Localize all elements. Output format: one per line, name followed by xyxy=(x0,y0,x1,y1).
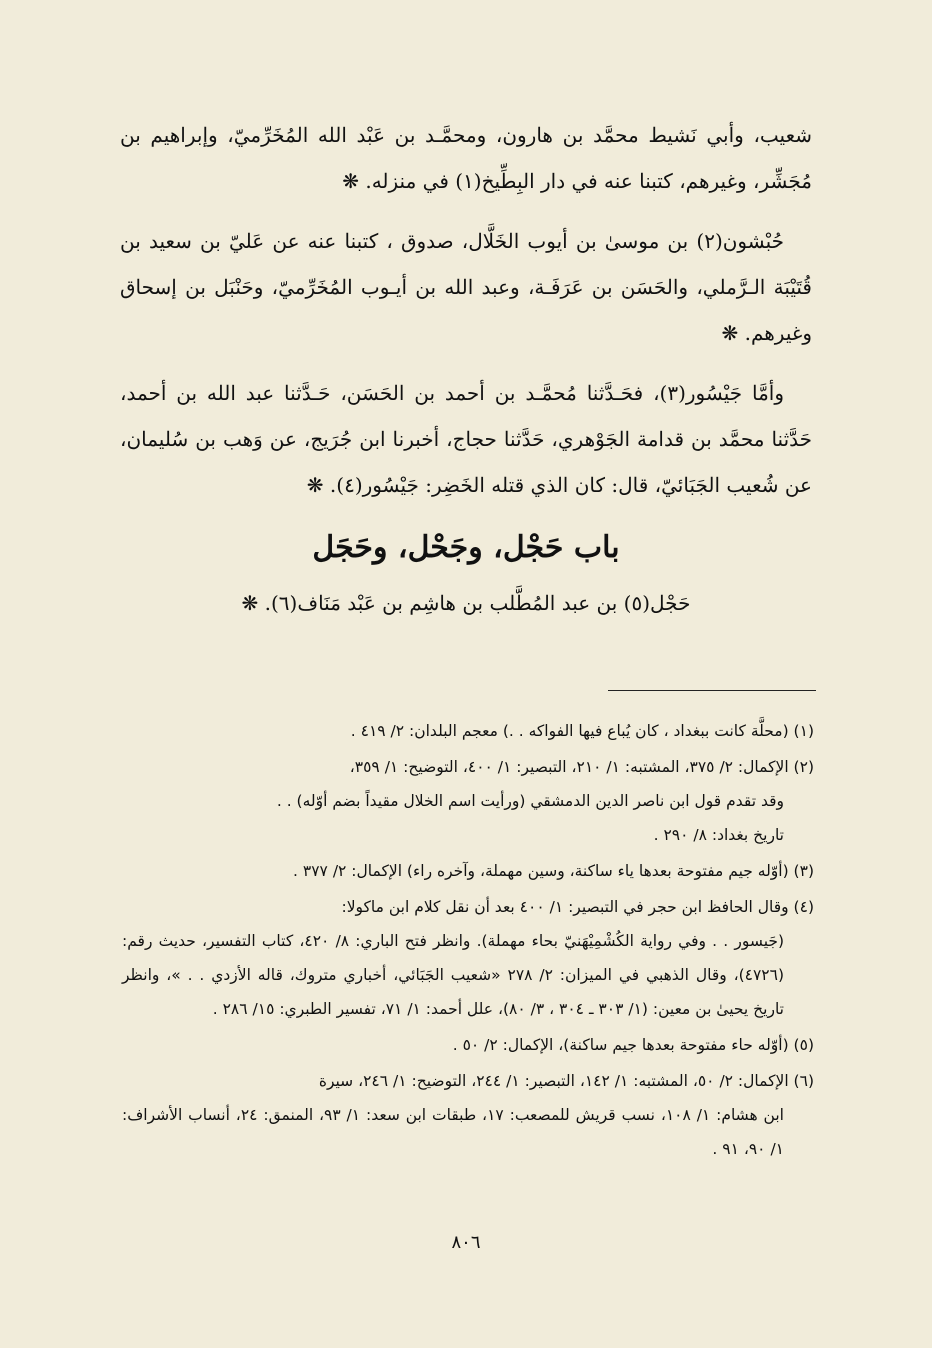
footnote-4-line-1: (٤) وقال الحافظ ابن حجر في التبصير: ١/ ٤٠٠ بعد أن نقل كلام ابن ماكولا: xyxy=(341,898,814,916)
footnotes xyxy=(122,714,814,1168)
footnote-3: (٣) (أوّله جيم مفتوحة بعدها ياء ساكنة، وسين مهملة، وآخره راء) الإكمال: ٢/ ٣٧٧ . xyxy=(293,862,814,880)
footnote-4-continuation: (جَيسور . . وفي رواية الكُشْمِيْهَنيّ بحاء مهملة). وانظر فتح الباري: ٨/ ٤٢٠، كتاب التفسير، حديث رقم: (٤٧٢٦)، وقال الذهبي في الميزان: ٢/ ٢٧٨ «شعيب الجَبَائي، أخباري متروك، قاله الأزدي . . »، وانظر تاريخ يحيىٰ بن معين: (١/ ٣٠٣ ـ ٣٠٤ ، ٣/ ٨٠)، علل أحمد: ١/ ٧١، تفسير الطبري: ١٥/ ٢٨٦ . xyxy=(122,932,785,1018)
footnote-5: (٥) (أوّله حاء مفتوحة بعدها جيم ساكنة)، الإكمال: ٢/ ٥٠ . xyxy=(452,1036,814,1054)
page-number: ٨٠٦ xyxy=(451,1232,481,1253)
footnote-2-line-2: وقد تقدم قول ابن ناصر الدين الدمشقي (ورأيت اسم الخلال مقيداً بضم أوّله) . . xyxy=(276,792,784,810)
footnote-1: (١) (محلَّة كانت ببغداد ، كان يُباع فيها الفواكه . .) معجم البلدان: ٢/ ٤١٩ . xyxy=(350,722,814,740)
paragraph-2: حُبْشون(٢) بن موسىٰ بن أيوب الخَلَّال، صدوق ، كتبنا عنه عن عَليّ بن سعيد بن قُتَيْبَة الـرَّملي، والحَسَن بن عَرَفَـة، وعبد الله بن أيـوب المُخَرِّميّ، وحَنْبَل بن إسحاق وغيرهم. ❋ xyxy=(120,229,812,345)
main-text xyxy=(120,112,812,626)
footnote-4 xyxy=(122,890,814,1026)
footnote-2 xyxy=(122,750,814,852)
section-heading: باب حَجْل، وجَحْل، وحَجَل xyxy=(312,530,620,565)
footnote-2-line-1: (٢) الإكمال: ٢/ ٣٧٥، المشتبه: ١/ ٢١٠، التبصير: ١/ ٤٠٠، التوضيح: ١/ ٣٥٩، xyxy=(349,758,814,776)
paragraph-1: شعيب، وأبي نَشيط محمَّد بن هارون، ومحمَّـد بن عَبْد الله المُخَرِّميّ، وإبراهيم بن مُجَشِّر، وغيرهم، كتبنا عنه في دار البِطِّيخ(١) في منزله. ❋ xyxy=(120,123,812,193)
footnote-6 xyxy=(122,1064,814,1166)
paragraph-3: وأمَّا جَيْسُور(٣)، فحَـدَّثنا مُحمَّـد بن أحمد بن الحَسَن، حَـدَّثنا عبد الله بن أحمد، حَدَّثنا محمَّد بن قدامة الجَوْهري، حَدَّثنا حجاج، أخبرنا ابن جُرَيج، عن وَهب بن سُليمان، عن شُعيب الجَبَائيّ، قال: كان الذي قتله الخَضِر: جَيْسُور(٤). ❋ xyxy=(120,381,812,497)
paragraph-4: حَجْل(٥) بن عبد المُطَّلب بن هاشِم بن عَبْد مَنَاف(٦). ❋ xyxy=(241,591,691,615)
footnote-6-continuation: ابن هشام: ١/ ١٠٨، نسب قريش للمصعب: ١٧، طبقات ابن سعد: ١/ ٩٣، المنمق: ٢٤، أنساب الأشراف: ١/ ٩٠، ٩١ . xyxy=(122,1106,784,1158)
footnote-separator xyxy=(608,690,816,691)
footnote-6-line-1: (٦) الإكمال: ٢/ ٥٠، المشتبه: ١/ ١٤٢، التبصير: ١/ ٢٤٤، التوضيح: ١/ ٢٤٦، سيرة xyxy=(318,1072,814,1090)
footnote-2-line-3: تاريخ بغداد: ٨/ ٢٩٠ . xyxy=(653,826,784,844)
